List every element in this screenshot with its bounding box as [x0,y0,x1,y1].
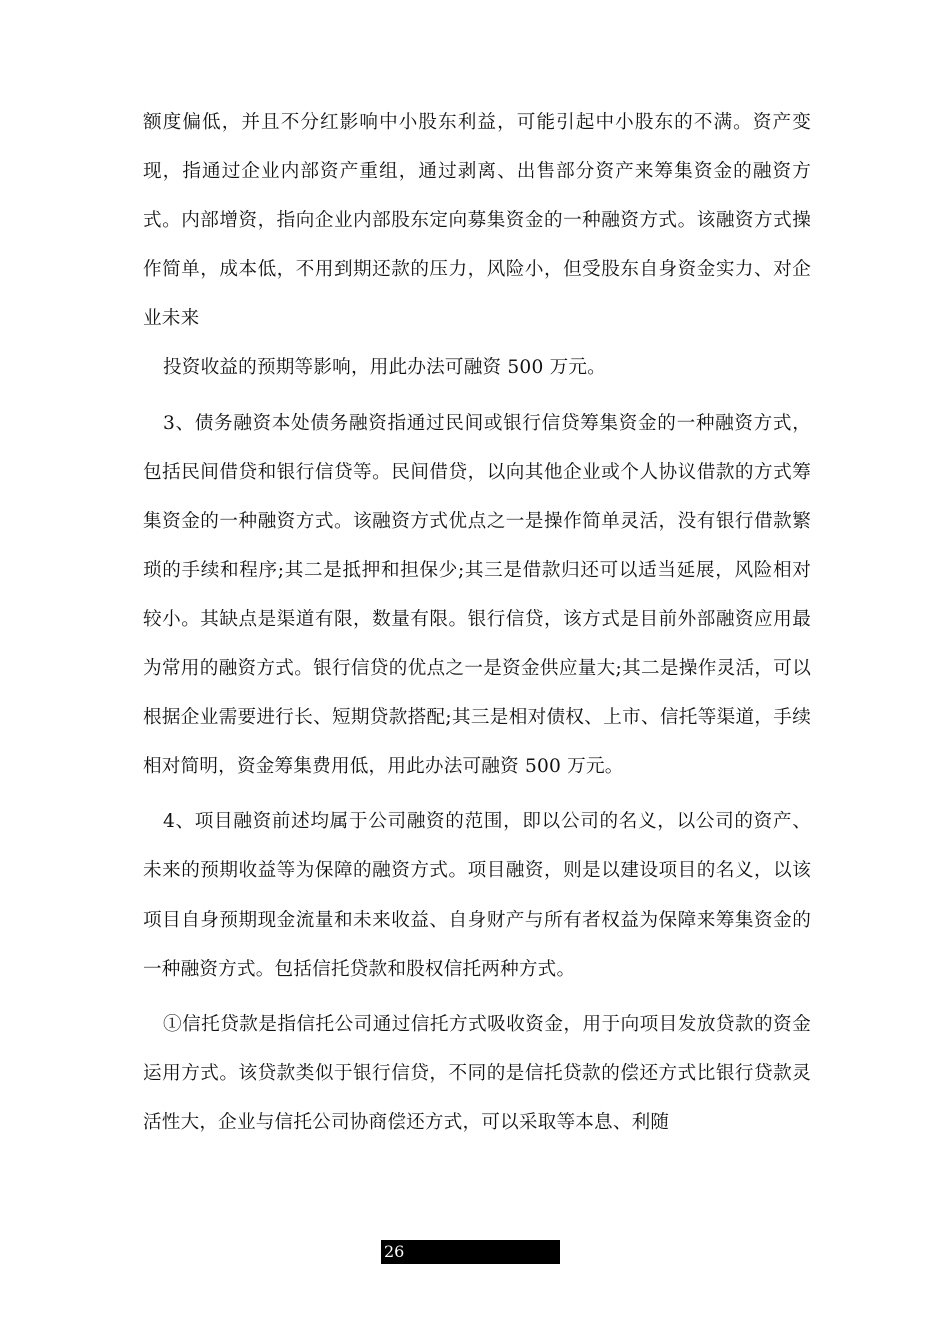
page-footer-bar [381,1240,560,1264]
paragraph-equity-financing-continued: 额度偏低，并且不分红影响中小股东利益，可能引起中小股东的不满。资产变现，指通过企业内部资产重组，通过剥离、出售部分资产来筹集资金的融资方式。内部增资，指向企业内部股东定向募集资金的一种融资方式。该融资方式操作简单，成本低，不用到期还款的压力，风险小，但受股东自身资金实力、对企业未来 [143,112,811,330]
paragraph-project-financing: 4、项目融资前述均属于公司融资的范围，即以公司的名义，以公司的资产、未来的预期收益等为保障的融资方式。项目融资，则是以建设项目的名义，以该项目自身预期现金流量和未来收益、自身财产与所有者权益为保障来筹集资金的一种融资方式。包括信托贷款和股权信托两种方式。 [143,811,811,980]
page-number: 26 [384,1242,405,1261]
document-body [143,98,811,1147]
paragraph-investment-return: 投资收益的预期等影响，用此办法可融资 500 万元。 [163,357,606,379]
paragraph-debt-financing: 3、债务融资本处债务融资指通过民间或银行信贷筹集资金的一种融资方式，包括民间借贷和银行信贷等。民间借贷，以向其他企业或个人协议借款的方式筹集资金的一种融资方式。该融资方式优点之一是操作简单灵活，没有银行借款繁琐的手续和程序;其二是抵押和担保少;其三是借款归还可以适当延展，风险相对较小。其缺点是渠道有限，数量有限。银行信贷，该方式是目前外部融资应用最为常用的融资方式。银行信贷的优点之一是资金供应量大;其二是操作灵活，可以根据企业需要进行长、短期贷款搭配;其三是相对债权、上市、信托等渠道，手续相对简明，资金筹集费用低，用此办法可融资 500 万元。 [143,412,811,778]
paragraph-trust-loan: ①信托贷款是指信托公司通过信托方式吸收资金，用于向项目发放贷款的资金运用方式。该贷款类似于银行信贷，不同的是信托贷款的偿还方式比银行贷款灵活性大，企业与信托公司协商偿还方式，可以采取等本息、利随 [143,1013,811,1133]
